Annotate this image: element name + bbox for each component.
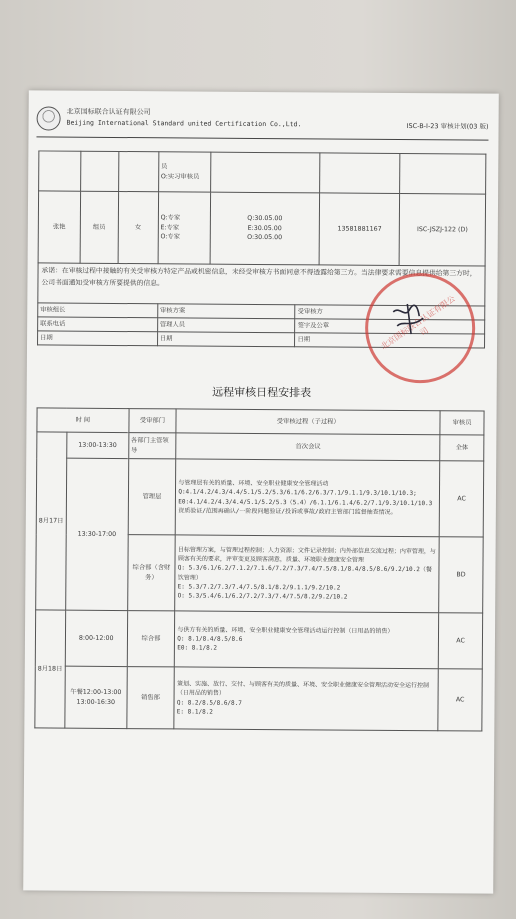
date-label-1: 日期 xyxy=(38,331,158,346)
auditor-cell: 全体 xyxy=(440,435,484,461)
header-time: 时 间 xyxy=(37,408,129,433)
org-name-en: Beijing International Standard united Certification Co.,Ltd. xyxy=(66,118,302,129)
party-label-1: 受审核方 xyxy=(295,305,485,320)
schedule-table xyxy=(34,407,484,731)
seal-text: 北京国标联合认证有限公司 xyxy=(379,293,457,352)
party-label-2: 签字及公章 xyxy=(295,319,485,334)
confidentiality-promise: 承诺：在审核过程中接触的有关受审核方特定产品或机密信息，未经受审核方书面同意不得透露给第三方。当法律要求需要信息提供给第三方时，公司书面通知受审核方所要提供的信息。 xyxy=(37,262,485,305)
document-code: ISC-B-I-23 审核计划(03 版) xyxy=(406,122,489,131)
mgmt-label-2: 管理人员 xyxy=(157,318,295,333)
header-auditor: 审核员 xyxy=(440,411,484,435)
header-dept: 受审部门 xyxy=(128,409,176,433)
process-cell: 与供方有关的质量、环境、安全职业健康安全管理活动运行控制（日用品的销售） Q: 8.1/8.4/8.5/8.6 E0: 8.1/8.2 xyxy=(175,611,439,669)
member-qualification: Q:专家 E:专家 O:专家 xyxy=(158,192,210,264)
document-page xyxy=(23,90,499,893)
company-logo xyxy=(37,106,61,130)
time-cell: 13:30-17:00 xyxy=(66,458,129,610)
process-cell: 与管理层有关的质量、环境、安全职业健康安全管理活动 Q:4.1/4.2/4.3/4.4/5.1/5.2/5.3/6.1/6.2/6.3/7.1/9.1.1/9.3/10.1/10.3; E0:4.1/4.2/4.3/4.4/5.1/5.2/5.3（5.4）/6.1.1/6.1.4/6.2/7.1/9.3/10.1/10.3 资质验证/范围再确认/一阶段问题验证/投诉或事故/政府主管部门监督抽查情况。 xyxy=(176,459,440,537)
team-qual-cell: 员 O:实习审核员 xyxy=(158,152,210,192)
dept-cell: 销售部 xyxy=(126,667,174,729)
member-registration: ISC-JSZJ-122 (D) xyxy=(399,193,485,266)
process-cell: 策划、实施、放行、交付、与顾客有关的质量、环境、安全职业健康安全管理活动安全运行控制（日用品的销售） Q: 8.2/8.5/8.6/8.7 E: 8.1/8.2 xyxy=(174,667,438,731)
handwritten-signature xyxy=(389,298,429,338)
contact-label: 联系电话 xyxy=(38,317,158,332)
leader-label: 审核组长 xyxy=(38,303,158,318)
member-codes: Q:30.05.00 E:30.05.00 O:30.05.00 xyxy=(210,192,320,265)
dept-cell: 综合部 xyxy=(127,611,175,667)
auditor-cell: AC xyxy=(439,461,483,537)
dept-cell: 综合部（含财务） xyxy=(127,535,175,611)
member-phone: 13581881167 xyxy=(319,193,399,266)
member-role: 组员 xyxy=(80,191,118,263)
auditor-cell: AC xyxy=(438,613,482,669)
dept-cell: 各部门主管领导 xyxy=(128,433,176,459)
time-cell: 午餐12:00-13:00 13:00-16:30 xyxy=(65,666,127,728)
process-cell: 首次会议 xyxy=(176,433,440,461)
audit-team-table xyxy=(38,150,487,266)
day-cell-2: 8月18日 xyxy=(35,610,66,728)
schedule-title: 远程审核日程安排表 xyxy=(212,385,312,400)
day-cell-1: 8月17日 xyxy=(36,432,67,610)
member-gender: 女 xyxy=(118,191,158,263)
process-cell: 目标管理方案，与管理过程控制；人力资源；文件记录控制；内外部信息交流过程；内审管理，与顾客有关的要求，评审变更及顾客满意，质量、环境职业健康安全管理 Q: 5.3/6.1/6.2/7.1.2/7.1.6/7.2/7.3/7.4/7.5/8.1/8.4/8.5/8.6/9.2/10.2（餐饮管理） E: 5.3/7.2/7.3/7.4/7.5/8.1/8.2/9.1.1/9.2/10.2 O: 5.3/5.4/6.1/6.2/7.2/7.3/7.4/7.5/8.2/9.2/10.2 xyxy=(175,535,439,613)
date-label-3: 日期 xyxy=(295,333,485,348)
member-name: 张艳 xyxy=(38,191,80,263)
dept-cell: 管理层 xyxy=(128,459,176,535)
mgmt-label-1: 审核方案 xyxy=(157,304,295,319)
date-label-2: 日期 xyxy=(157,332,295,347)
org-name-cn: 北京国标联合认证有限公司 xyxy=(66,107,151,117)
auditor-cell: AC xyxy=(438,669,482,731)
time-cell: 8:00-12:00 xyxy=(65,610,127,666)
time-cell: 13:00-13:30 xyxy=(67,432,129,458)
header-process: 受审核过程（子过程） xyxy=(176,409,440,435)
auditor-cell: BD xyxy=(439,537,483,613)
